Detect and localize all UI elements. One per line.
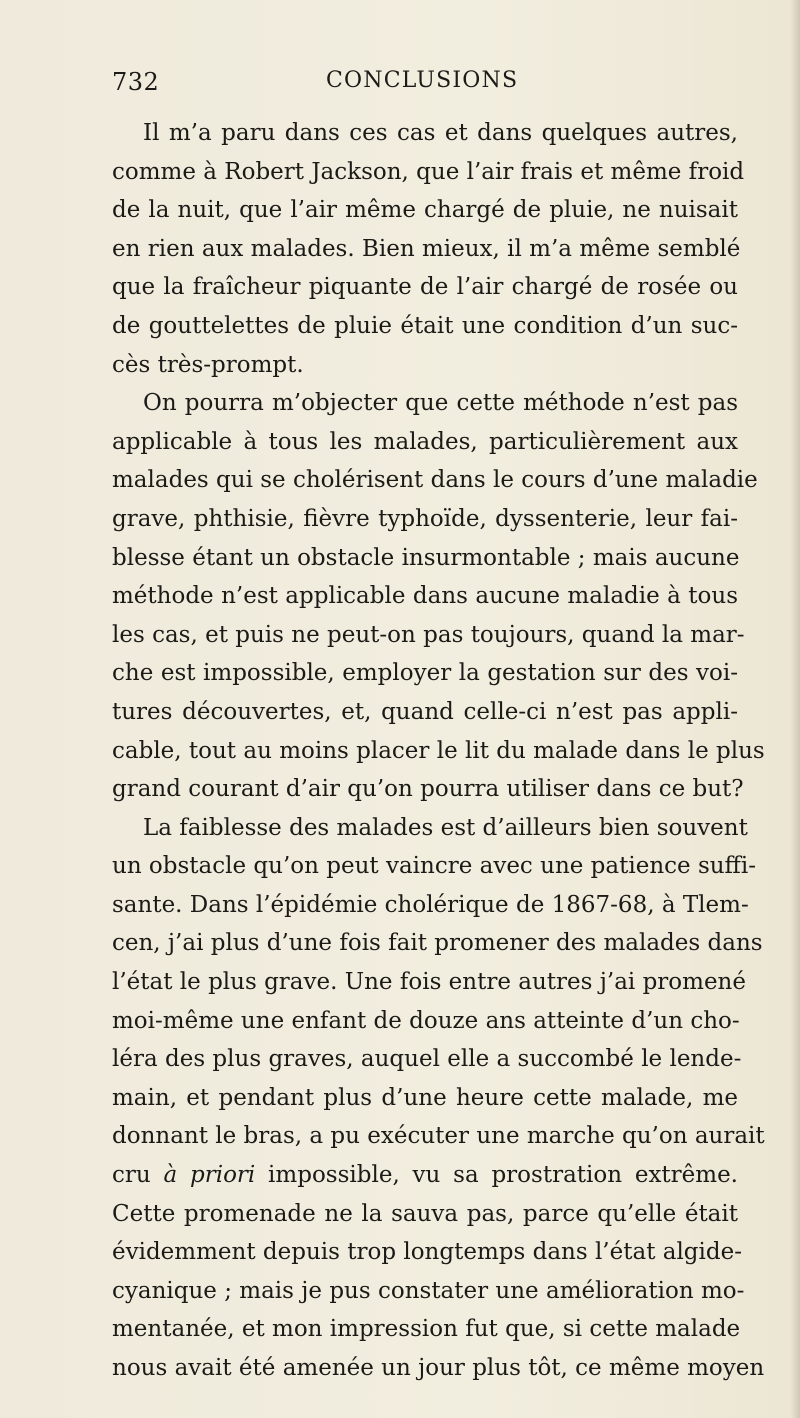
text-line: grave, phthisie, fièvre typhoïde, dyssenterie, leur fai- [112,505,738,532]
text-line: de gouttelettes de pluie était une condition d’un suc- [112,312,738,339]
italic-phrase: à priori [163,1162,256,1189]
text-line: méthode n’est applicable dans aucune maladie à tous [112,583,738,610]
text-line: mentanée, et mon impression fut que, si cette malade [112,1316,741,1343]
page-header [112,68,732,104]
text-line: nous avait été amenée un jour plus tôt, ce même moyen [112,1355,765,1381]
text-line: évidemment depuis trop longtemps dans l’état algide- [112,1239,742,1266]
text-line: Cette promenade ne la sauva pas, parce qu’elle était [112,1200,738,1227]
text-line: malades qui se cholérisent dans le cours d’une maladie [112,467,758,494]
text-line: grand courant d’air qu’on pourra utiliser dans ce but? [112,776,744,803]
text-line: de la nuit, que l’air même chargé de pluie, ne nuisait [112,197,738,224]
body-text [112,114,765,1388]
text-line: un obstacle qu’on peut vaincre avec une patience suffi- [112,853,757,880]
text-line: Il m’a paru dans ces cas et dans quelques autres, [143,120,738,146]
text-line: cyanique ; mais je pus constater une amélioration mo- [112,1277,745,1304]
text-line: cès très-prompt. [112,351,304,378]
text-line: sante. Dans l’épidémie cholérique de 1867-68, à Tlem- [112,891,749,918]
text-line-with-italic [112,1156,738,1195]
text-line: che est impossible, employer la gestation sur des voi- [112,660,738,687]
text-line: comme à Robert Jackson, que l’air frais et même froid [112,158,745,185]
text-line: applicable à tous les malades, particulièrement aux [112,428,738,455]
text-line: La faiblesse des malades est d’ailleurs bien souvent [143,814,748,841]
text-line: les cas, et puis ne peut-on pas toujours, quand la mar- [112,621,745,648]
text-line: moi-même une enfant de douze ans atteinte d’un cho- [112,1007,740,1034]
text-line: l’état le plus grave. Une fois entre autres j’ai promené [112,969,746,996]
text-line: tures découvertes, et, quand celle-ci n’est pas appli- [112,698,738,725]
page-edge-shadow [790,0,800,1418]
text-line: On pourra m’objecter que cette méthode n’est pas [143,390,738,417]
page-number: 732 [112,68,160,96]
text-line: cen, j’ai plus d’une fois fait promener des malades dans [112,930,763,957]
text-line: blesse étant un obstacle insurmontable ; mais aucune [112,544,740,571]
text-line: que la fraîcheur piquante de l’air chargé de rosée ou [112,274,738,301]
text-segment: cru [112,1162,164,1189]
text-line: en rien aux malades. Bien mieux, il m’a même semblé [112,235,741,262]
text-line: main, et pendant plus d’une heure cette malade, me [112,1084,738,1111]
running-title: CONCLUSIONS [326,68,519,93]
text-line: léra des plus graves, auquel elle a succombé le lende- [112,1046,742,1073]
text-segment: impossible, vu sa prostration extrême. [255,1162,738,1189]
text-line: donnant le bras, a pu exécuter une marche qu’on aurait [112,1123,765,1150]
text-line: cable, tout au moins placer le lit du malade dans le plus [112,737,765,764]
